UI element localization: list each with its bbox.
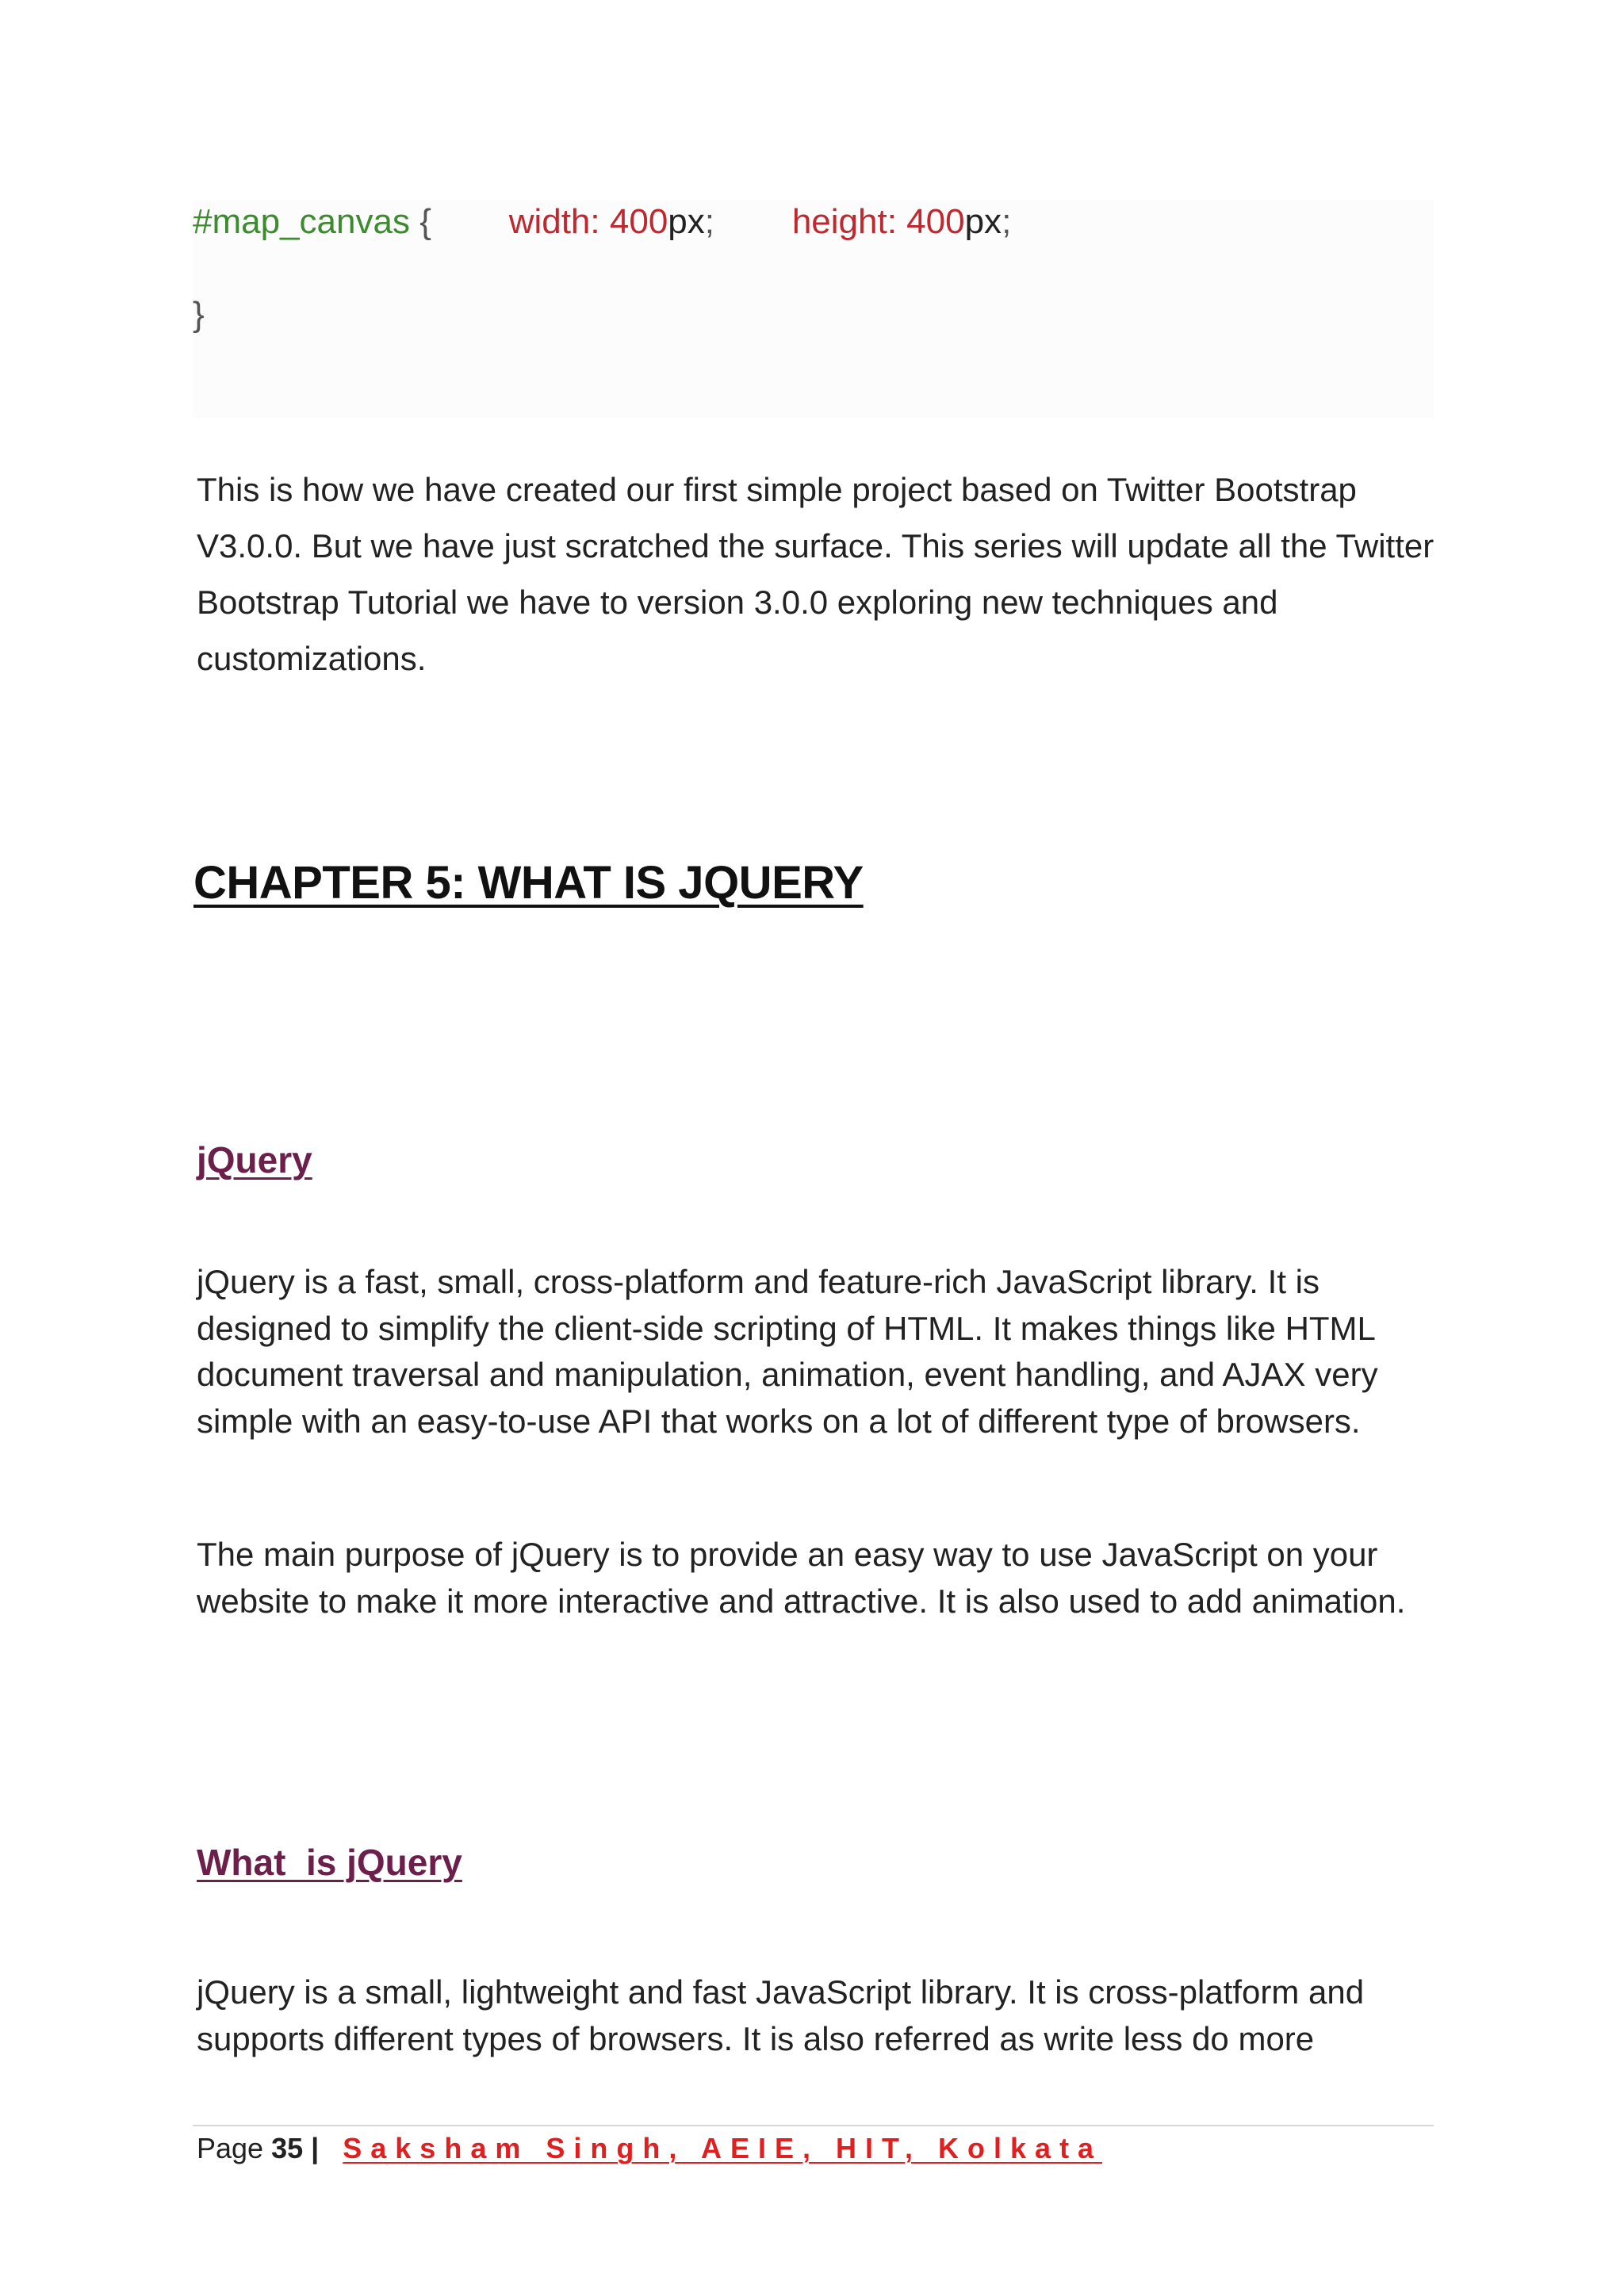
chapter-title: CHAPTER 5: WHAT IS JQUERY: [193, 857, 864, 909]
section-heading-what-is-jquery: What is jQuery: [197, 1842, 462, 1883]
css-property-width: width:: [508, 202, 600, 241]
footer-separator: |: [311, 2132, 320, 2164]
css-value-height: 400: [906, 202, 965, 241]
section-heading-jquery: jQuery: [197, 1139, 312, 1181]
css-unit-width: px: [668, 202, 705, 241]
css-selector: #map_canvas: [193, 202, 410, 241]
paragraph: jQuery is a fast, small, cross-platform and feature-rich JavaScript library. It is designed to simplify the client-side scripting of HTML. It makes things like HTML document traversal and manipulation, animation, event handling, and AJAX very simple with an easy-to-use API that works on a lot of different type of browsers.: [197, 1263, 1378, 1440]
page-label: Page: [197, 2132, 264, 2164]
css-property-height: height:: [791, 202, 897, 241]
footer-divider: [193, 2125, 1434, 2126]
css-unit-height: px: [964, 202, 1002, 241]
intro-paragraph: This is how we have created our first simple project based on Twitter Bootstrap V3.0.0. But we have just scratched the surface. This series will update all the Twitter Bootstrap Tutorial we have to version 3.0.0 exploring new techniques and customizations.: [197, 471, 1434, 677]
code-block: [193, 200, 1434, 418]
code-line-selector: [193, 200, 1011, 244]
semicolon: ;: [704, 202, 715, 241]
paragraph: The main purpose of jQuery is to provide an easy way to use JavaScript on your website to make it more interactive and attractive. It is also used to add animation.: [197, 1536, 1406, 1620]
paragraph: jQuery is a small, lightweight and fast JavaScript library. It is cross-platform and supports different types of browsers. It is also referred as write less do more: [197, 1973, 1365, 2057]
close-brace: }: [193, 295, 205, 334]
css-value-width: 400: [609, 202, 668, 241]
page-footer: [197, 2130, 1102, 2168]
semicolon: ;: [1002, 202, 1012, 241]
page-number: 35: [271, 2132, 304, 2164]
open-brace: {: [419, 202, 431, 241]
footer-author: Saksham Singh, AEIE, HIT, Kolkata: [343, 2132, 1103, 2164]
